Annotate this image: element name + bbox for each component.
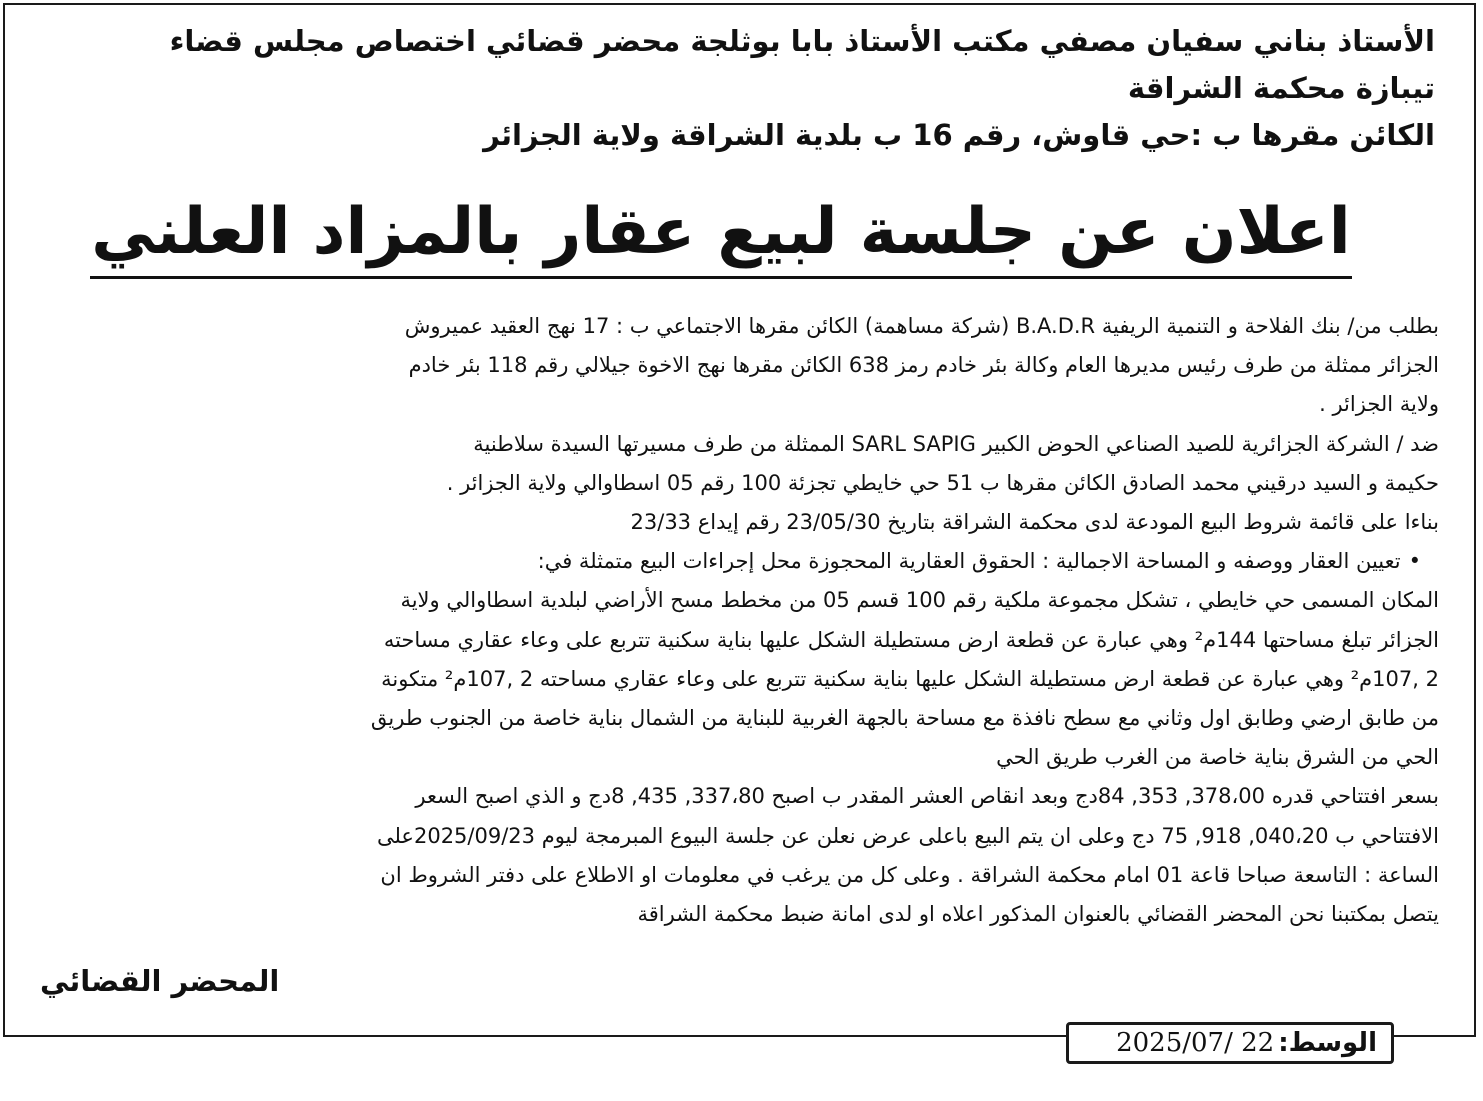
title-underline — [90, 276, 1352, 279]
body-line: الساعة : التاسعة صباحا قاعة 01 امام محكمة الشراقة . وعلى كل من يرغب في معلومات او الاطلاع على دفتر الشروط ان — [380, 862, 1439, 887]
body-line: المكان المسمى حي خايطي ، تشكل مجموعة ملكية رقم 100 قسم 05 من مخطط مسح الأراضي لبلدية اسطاوالي ولاية — [400, 588, 1439, 613]
body-line: ضد / الشركة الجزائرية للصيد الصناعي الحوض الكبير SARL SAPIG الممثلة من طرف مسيرتها السيدة سلاطنية — [473, 431, 1439, 456]
body-line: حكيمة و السيد درقيني محمد الصادق الكائن مقرها ب 51 حي خايطي تجزئة 100 رقم 05 اسطاوالي ولاية الجزائر . — [446, 470, 1439, 495]
header-line: الكائن مقرها ب :حي قاوش، رقم 16 ب بلدية الشراقة ولاية الجزائر — [483, 118, 1435, 152]
body-bullet-line: • تعيين العقار ووصفه و المساحة الاجمالية : الحقوق العقارية المحجوزة محل إجراءات البيع متمثلة في: — [40, 542, 1439, 581]
body-line: ولاية الجزائر . — [1319, 392, 1439, 417]
body-line: من طابق ارضي وطابق اول وثاني مع سطح نافذة مع مساحة بالجهة الغربية للبناية من الشمال بناية خاصة من الجنوب طريق — [370, 706, 1439, 731]
body-line: بطلب من/ بنك الفلاحة و التنمية الريفية B.A.D.R (شركة مساهمة) الكائن مقرها الاجتماعي ب : 17 نهج العقيد عميروش — [404, 314, 1439, 338]
publication-date-box — [1066, 1022, 1394, 1064]
body-line: 2 ,107م² وهي عبارة عن قطعة ارض مستطيلة الشكل عليها بناية سكنية تتربع على وعاء عقاري مساحته 2 ,107م² متكونة — [381, 666, 1439, 691]
newspaper-label: الوسط: — [1278, 1028, 1377, 1058]
publication-date: 22 /2025/07 — [1116, 1028, 1275, 1058]
announcement-title: اعلان عن جلسة لبيع عقار بالمزاد العلني — [91, 195, 1351, 269]
body-line: الجزائر تبلغ مساحتها 144م² وهي عبارة عن قطعة ارض مستطيلة الشكل عليها بناية سكنية تتربع على وعاء عقاري مساحته — [383, 627, 1439, 652]
body-line: بناءا على قائمة شروط البيع المودعة لدى محكمة الشراقة بتاريخ 23/05/30 رقم إيداع 23/33 — [630, 510, 1439, 535]
header-line: تيبازة محكمة الشراقة — [1127, 71, 1435, 105]
bailiff-header — [26, 18, 1435, 159]
bailiff-signature: المحضر القضائي — [40, 964, 280, 998]
body-line: الافتتاحي ب 040،20, 918, 75 دج وعلى ان يتم البيع باعلى عرض نعلن عن جلسة البيوع المبرمجة ليوم 2025/09/23على — [376, 823, 1439, 848]
announcement-body — [40, 307, 1439, 934]
body-line: الجزائر ممثلة من طرف رئيس مديرها العام وكالة بئر خادم رمز 638 الكائن مقرها نهج الاخوة جيلالي رقم 118 بئر خادم — [408, 353, 1439, 378]
body-line: بسعر افتتاحي قدره 378،00, 353, 84دج وبعد انقاص العشر المقدر ب اصبح 337،80, 435, 8دج و الذي اصبح السعر — [415, 784, 1439, 809]
header-line: الأستاذ بناني سفيان مصفي مكتب الأستاذ بابا بوثلجة محضر قضائي اختصاص مجلس قضاء — [169, 24, 1435, 58]
body-line: يتصل بمكتبنا نحن المحضر القضائي بالعنوان المذكور اعلاه او لدى امانة ضبط محكمة الشراقة — [637, 902, 1439, 927]
body-line: الحي من الشرق بناية خاصة من الغرب طريق الحي — [996, 745, 1439, 770]
